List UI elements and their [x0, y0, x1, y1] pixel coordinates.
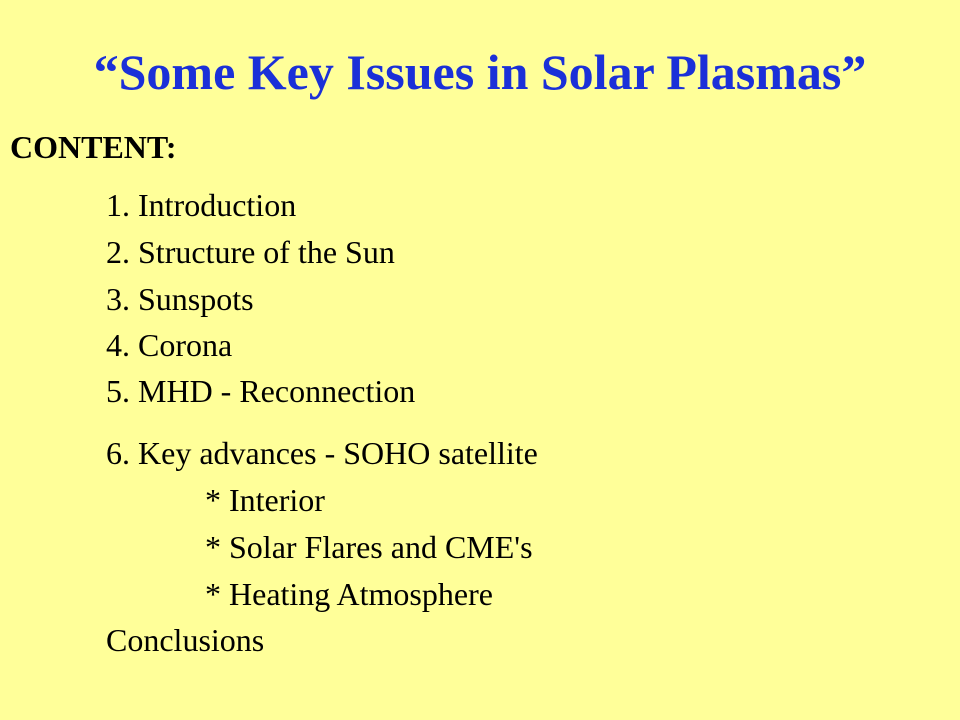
slide-title: “Some Key Issues in Solar Plasmas” — [93, 44, 867, 100]
content-subitem-heating-atmosphere: * Heating Atmosphere — [205, 576, 493, 612]
content-item-key-advances: 6. Key advances - SOHO satellite — [106, 435, 538, 471]
content-item-conclusions: Conclusions — [106, 622, 265, 658]
content-subitem-interior: * Interior — [205, 482, 325, 518]
content-item-sunspots: 3. Sunspots — [106, 281, 254, 317]
content-subitem-solar-flares: * Solar Flares and CME's — [205, 529, 533, 565]
content-item-mhd-reconnection: 5. MHD - Reconnection — [106, 373, 416, 409]
content-item-structure-of-sun: 2. Structure of the Sun — [106, 234, 395, 270]
content-item-corona: 4. Corona — [106, 327, 233, 363]
content-heading: CONTENT: — [10, 129, 177, 165]
content-item-introduction: 1. Introduction — [106, 187, 297, 223]
